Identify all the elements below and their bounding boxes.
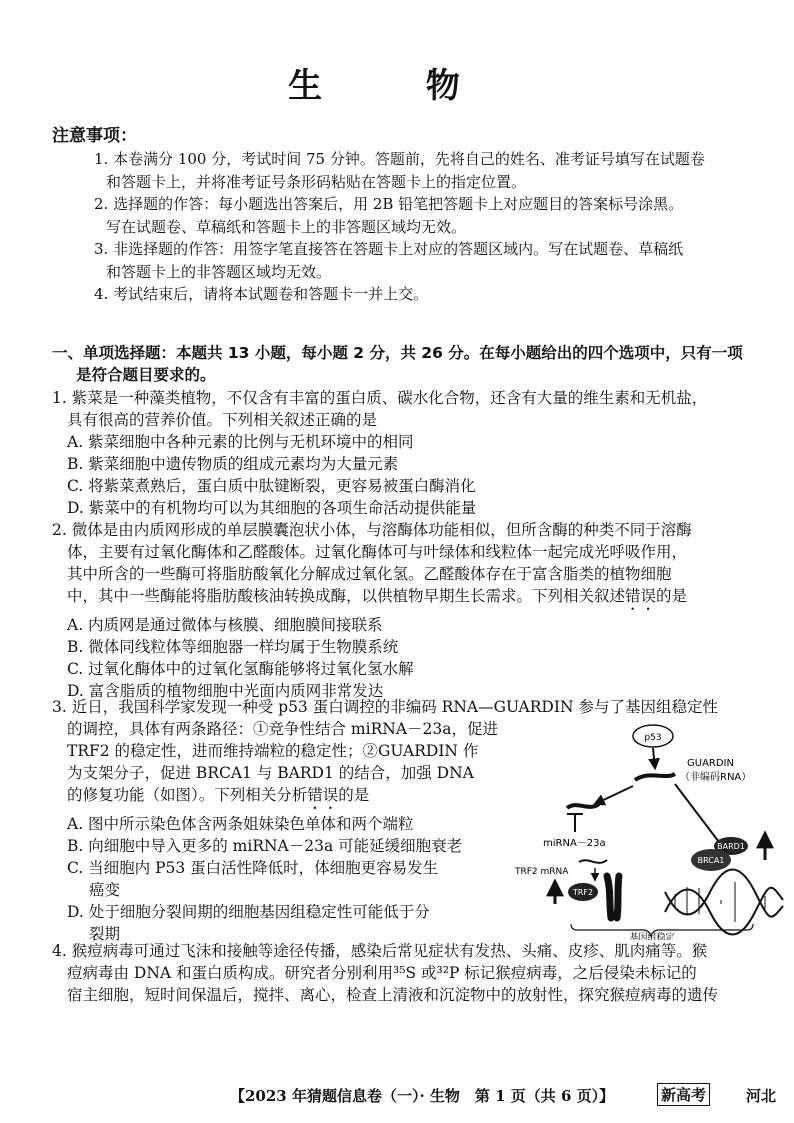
q3-stem-text: 的修复功能（如图）。下列相关分析 — [67, 786, 308, 804]
notice-heading: 注意事项： — [52, 126, 137, 146]
q3-option-a: A. 图中所示染色体含两条姐妹染色单体和两个端粒 — [67, 815, 414, 833]
q2-stem: 2. 微体是由内质网形成的单层膜囊泡状小体，与溶酶体功能相似，但所含酶的种类不同于溶酶 — [52, 521, 692, 539]
chromosome-left-chromatid — [607, 876, 611, 918]
question-2 — [52, 519, 782, 702]
footer-text: 【2023 年猜题信息卷（一）· 生物 第 1 页（共 6 页）】 — [230, 1087, 615, 1105]
arrow-guardin-to-complex — [675, 784, 725, 850]
section-heading — [52, 342, 780, 386]
question-3-stem — [52, 696, 782, 718]
arrow-p53-to-guardin — [653, 748, 655, 768]
p53-label: p53 — [644, 733, 662, 743]
q2-emphasis: 错误 — [625, 587, 657, 605]
q2-stem-text: 中，其中一些酶能将脂肪酸核油转换成酶，以供植物早期生长需求。下列相关叙述 — [67, 587, 626, 605]
guardin-label: GUARDIN — [687, 758, 734, 769]
q4-line2: 痘病毒由 DNA 和蛋白质构成。研究者分别利用³⁵S 或³²P 标记猴痘病毒，之后侵染未标记的 — [67, 964, 697, 982]
guardin-pathway-figure — [515, 722, 787, 940]
page-title: 生 物 — [288, 66, 506, 106]
q1-stem: 1. 紫菜是一种藻类植物，不仅含有丰富的蛋白质、碳水化合物，还含有大量的维生素和无机盐， — [52, 389, 708, 407]
trf2-label: TRF2 — [572, 888, 594, 897]
question-3-body — [67, 718, 517, 945]
q3-stem-line1: 的调控，具体有两条路径：①竞争性结合 miRNA－23a，促进 — [67, 720, 498, 738]
notice-item-2-cont: 写在试题卷、草稿纸和答题卡上的非答题区域均无效。 — [106, 217, 467, 236]
notice-item-1-cont: 和答题卡上，并将准考证号条形码粘贴在答题卡上的指定位置。 — [106, 172, 527, 191]
q2-stem-cont1: 体，主要有过氧化酶体和乙醛酸体。过氧化酶体可与叶绿体和线粒体一起完成光呼吸作用， — [67, 543, 688, 561]
q4-line3: 宿主细胞，短时间保温后，搅拌、离心，检查上清液和沉淀物中的放射性，探究猴痘病毒的遗传 — [67, 986, 719, 1004]
chromosome-right-chromatid — [617, 876, 619, 918]
q3-stem-line4 — [67, 784, 517, 813]
figure-caption: 基因组稳定 — [629, 933, 675, 940]
q1-option-b: B. 紫菜细胞中遗传物质的组成元素均为大量元素 — [67, 455, 399, 473]
notice-list — [94, 148, 774, 306]
q3-option-d: D. 处于细胞分裂间期的细胞基因组稳定性可能低于分 — [67, 903, 430, 921]
q2-stem-cont3 — [52, 585, 782, 614]
mirna-strand — [567, 804, 599, 808]
q3-stem-line2: TRF2 的稳定性，进而维持端粒的稳定性；②GUARDIN 作 — [67, 742, 479, 760]
guardin-rna-strand — [635, 774, 675, 780]
q3-option-c: C. 当细胞内 P53 蛋白活性降低时，体细胞更容易发生 — [67, 859, 439, 877]
q1-option-c: C. 将紫菜煮熟后，蛋白质中肽键断裂，更容易被蛋白酶消化 — [67, 477, 476, 495]
pathway-diagram — [515, 722, 787, 940]
q1-option-a: A. 紫菜细胞中各种元素的比例与无机环境中的相同 — [67, 433, 414, 451]
q2-option-a: A. 内质网是通过微体与核膜、细胞膜间接联系 — [67, 616, 383, 634]
question-4 — [52, 940, 782, 1006]
q2-option-c: C. 过氧化酶体中的过氧化氢酶能够将过氧化氢水解 — [67, 660, 414, 678]
q3-option-b: B. 向细胞中导入更多的 miRNA－23a 可能延缓细胞衰老 — [67, 837, 463, 855]
notice-item-1: 1. 本卷满分 100 分，考试时间 75 分钟。答题前，先将自己的姓名、准考证号填写在试题卷 — [94, 150, 705, 168]
q4-line1: 4. 猴痘病毒可通过飞沫和接触等途径传播，感染后常见症状有发热、头痛、皮疹、肌肉痛等。猴 — [52, 942, 708, 960]
question-1 — [52, 387, 782, 519]
q3-option-d-cont: 裂期 — [89, 925, 121, 943]
section-heading-line2: 是符合题目要求的。 — [76, 366, 216, 384]
footer-region: 河北 — [746, 1087, 777, 1105]
arrow-guardin-to-mirna — [595, 786, 633, 804]
mirna-label: miRNA－23a — [543, 838, 606, 849]
notice-item-2: 2. 选择题的作答：每小题选出答案后，用 2B 铅笔把答题卡上对应题目的答案标号涂黑。 — [94, 195, 684, 213]
q3-stem-line3: 为支架分子，促进 BRCA1 与 BARD1 的结合，加强 DNA — [67, 764, 474, 782]
trf2-mrna-strand — [579, 860, 607, 863]
section-heading-line1: 一、单项选择题：本题共 13 小题，每小题 2 分，共 26 分。在每小题给出的四个选项中，只有一项 — [52, 344, 743, 362]
trf2-mrna-label: TRF2 mRNA — [515, 867, 569, 877]
brca1-label: BRCA1 — [697, 856, 725, 865]
bard1-label: BARD1 — [717, 842, 745, 851]
q3-emphasis: 错误 — [307, 786, 339, 804]
notice-item-4: 4. 考试结束后，请将本试题卷和答题卡一并上交。 — [94, 285, 429, 303]
q2-stem-end: 的是 — [656, 587, 688, 605]
q1-stem-cont: 具有很高的营养价值。下列相关叙述正确的是 — [67, 411, 378, 429]
q1-option-d: D. 紫菜中的有机物均可以为其细胞的各项生命活动提供能量 — [67, 499, 477, 517]
q2-option-b: B. 微体同线粒体等细胞器一样均属于生物膜系统 — [67, 638, 399, 656]
noncoding-rna-label: （非编码RNA） — [680, 772, 752, 783]
q2-stem-cont2: 其中所含的一些酶可将脂肪酸氧化分解成过氧化氢。乙醛酸体存在于富含脂类的植物细胞 — [67, 565, 672, 583]
footer-brand-badge: 新高考 — [657, 1083, 710, 1106]
q3-stem-end: 的是 — [338, 786, 370, 804]
notice-item-3: 3. 非选择题的作答：用签字笔直接答在答题卡上对应的答题区域内。写在试题卷、草稿纸 — [94, 240, 684, 258]
q3-option-c-cont: 癌变 — [89, 881, 121, 899]
q3-stem: 3. 近日，我国科学家发现一种受 p53 蛋白调控的非编码 RNA—GUARDIN 参与了基因组稳定性 — [52, 698, 718, 716]
notice-item-3-cont: 和答题卡上的非答题区域均无效。 — [106, 262, 332, 281]
q2-option-d: D. 富含脂质的植物细胞中光面内质网非常发达 — [67, 682, 384, 700]
